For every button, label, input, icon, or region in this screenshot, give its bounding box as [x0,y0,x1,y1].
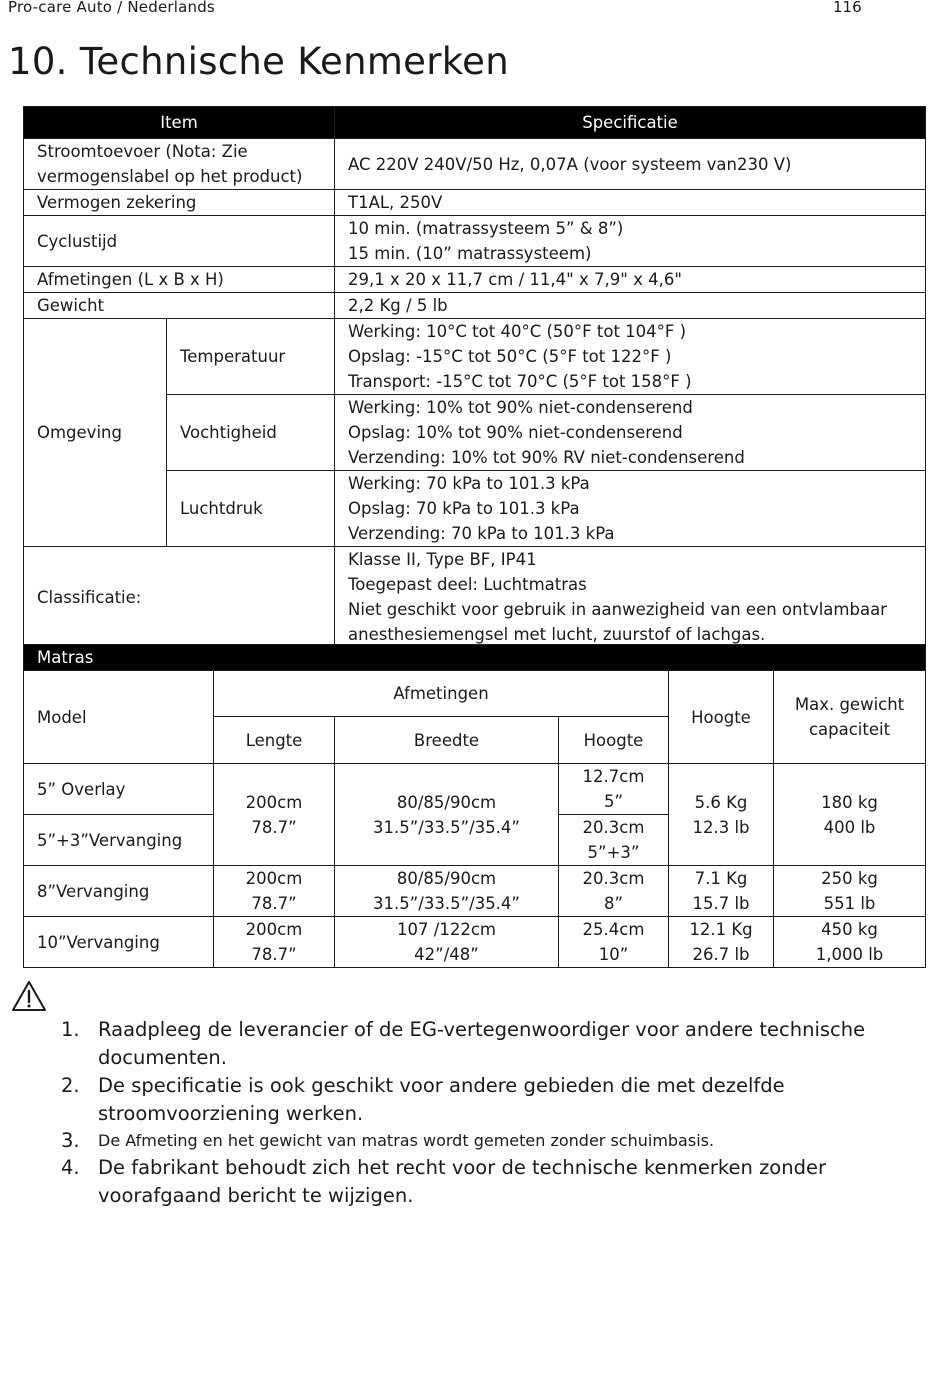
matras-max: 250 kg 551 lb [774,866,926,917]
list-item: 2. De specificatie is ook geschikt voor andere gebieden die met dezelfde stroomvoorziening werken. [61,1074,785,1125]
table-row [24,764,926,815]
matras-table [23,644,926,968]
matras-header-width: Breedte [335,717,559,764]
spec-value-classification: Klasse II, Type BF, IP41 Toegepast deel: Luchtmatras Niet geschikt voor gebruik in aanwezigheid van een ontvlambaar anesthesiemengsel met lucht, zuurstof of lachgas. [335,547,926,648]
spec-header-spec: Specificatie [335,107,926,139]
matras-length: 200cm 78.7” [214,917,335,968]
spec-value-weight: 2,2 Kg / 5 lb [335,293,926,319]
spec-value-fuse: T1AL, 250V [335,190,926,216]
spec-value-humidity: Werking: 10% tot 90% niet-condenserend Opslag: 10% tot 90% niet-condenserend Verzending: 10% tot 90% RV niet-condenserend [335,395,926,471]
spec-subitem-temperature: Temperatuur [167,319,335,395]
spec-item-weight: Gewicht [24,293,335,319]
notes-list [58,1016,898,1210]
matras-section-title: Matras [24,645,926,671]
table-row [24,866,926,917]
matras-max: 180 kg 400 lb [774,764,926,866]
matras-weight: 12.1 Kg 26.7 lb [669,917,774,968]
matras-header-height: Hoogte [559,717,669,764]
spec-item-fuse: Vermogen zekering [24,190,335,216]
spec-value-power: AC 220V 240V/50 Hz, 0,07A (voor systeem van230 V) [335,139,926,190]
spec-item-cycle: Cyclustijd [24,216,335,267]
matras-height: 20.3cm 8” [559,866,669,917]
spec-value-dims: 29,1 x 20 x 11,7 cm / 11,4" x 7,9" x 4,6" [335,267,926,293]
matras-header-max: Max. gewicht capaciteit [774,671,926,764]
table-row [24,917,926,968]
matras-weight: 5.6 Kg 12.3 lb [669,764,774,866]
matras-model: 10”Vervanging [24,917,214,968]
matras-height: 12.7cm 5” [559,764,669,815]
matras-height: 20.3cm 5”+3” [559,815,669,866]
spec-item-dims: Afmetingen (L x B x H) [24,267,335,293]
matras-weight: 7.1 Kg 15.7 lb [669,866,774,917]
spec-value-pressure: Werking: 70 kPa to 101.3 kPa Opslag: 70 kPa to 101.3 kPa Verzending: 70 kPa to 101.3 kPa [335,471,926,547]
matras-height: 25.4cm 10” [559,917,669,968]
matras-header-length: Lengte [214,717,335,764]
page-number: 116 [833,0,862,16]
matras-length: 200cm 78.7” [214,764,335,866]
matras-header-model: Model [24,671,214,764]
spec-table [23,106,926,648]
page-title: 10. Technische Kenmerken [8,40,509,83]
spec-subitem-pressure: Luchtdruk [167,471,335,547]
spec-header-item: Item [24,107,335,139]
list-item: 1. Raadpleeg de leverancier of de EG-vertegenwoordiger voor andere technische documenten. [61,1018,866,1069]
warning-triangle-icon [11,980,47,1012]
matras-width: 80/85/90cm 31.5”/33.5”/35.4” [335,866,559,917]
matras-model: 5”+3”Vervanging [24,815,214,866]
matras-header-dimensions: Afmetingen [214,671,669,717]
matras-max: 450 kg 1,000 lb [774,917,926,968]
spec-item-environment: Omgeving [24,319,167,547]
matras-width: 80/85/90cm 31.5”/33.5”/35.4” [335,764,559,866]
spec-item-classification: Classificatie: [24,547,335,648]
matras-model: 5” Overlay [24,764,214,815]
spec-subitem-humidity: Vochtigheid [167,395,335,471]
matras-header-weight: Hoogte [669,671,774,764]
list-item: 4. De fabrikant behoudt zich het recht voor de technische kenmerken zonder voorafgaand bericht te wijzigen. [61,1156,826,1207]
list-item: 3. De Afmeting en het gewicht van matras wordt gemeten zonder schuimbasis. [61,1129,715,1152]
spec-item-power: Stroomtoevoer (Nota: Zie vermogenslabel op het product) [24,139,335,190]
matras-width: 107 /122cm 42”/48” [335,917,559,968]
running-header: Pro-care Auto / Nederlands [8,0,215,16]
spec-value-temperature: Werking: 10°C tot 40°C (50°F tot 104°F ) Opslag: -15°C tot 50°C (5°F tot 122°F ) Transport: -15°C tot 70°C (5°F tot 158°F ) [335,319,926,395]
matras-length: 200cm 78.7” [214,866,335,917]
spec-value-cycle: 10 min. (matrassysteem 5” & 8”) 15 min. (10” matrassysteem) [335,216,926,267]
matras-model: 8”Vervanging [24,866,214,917]
